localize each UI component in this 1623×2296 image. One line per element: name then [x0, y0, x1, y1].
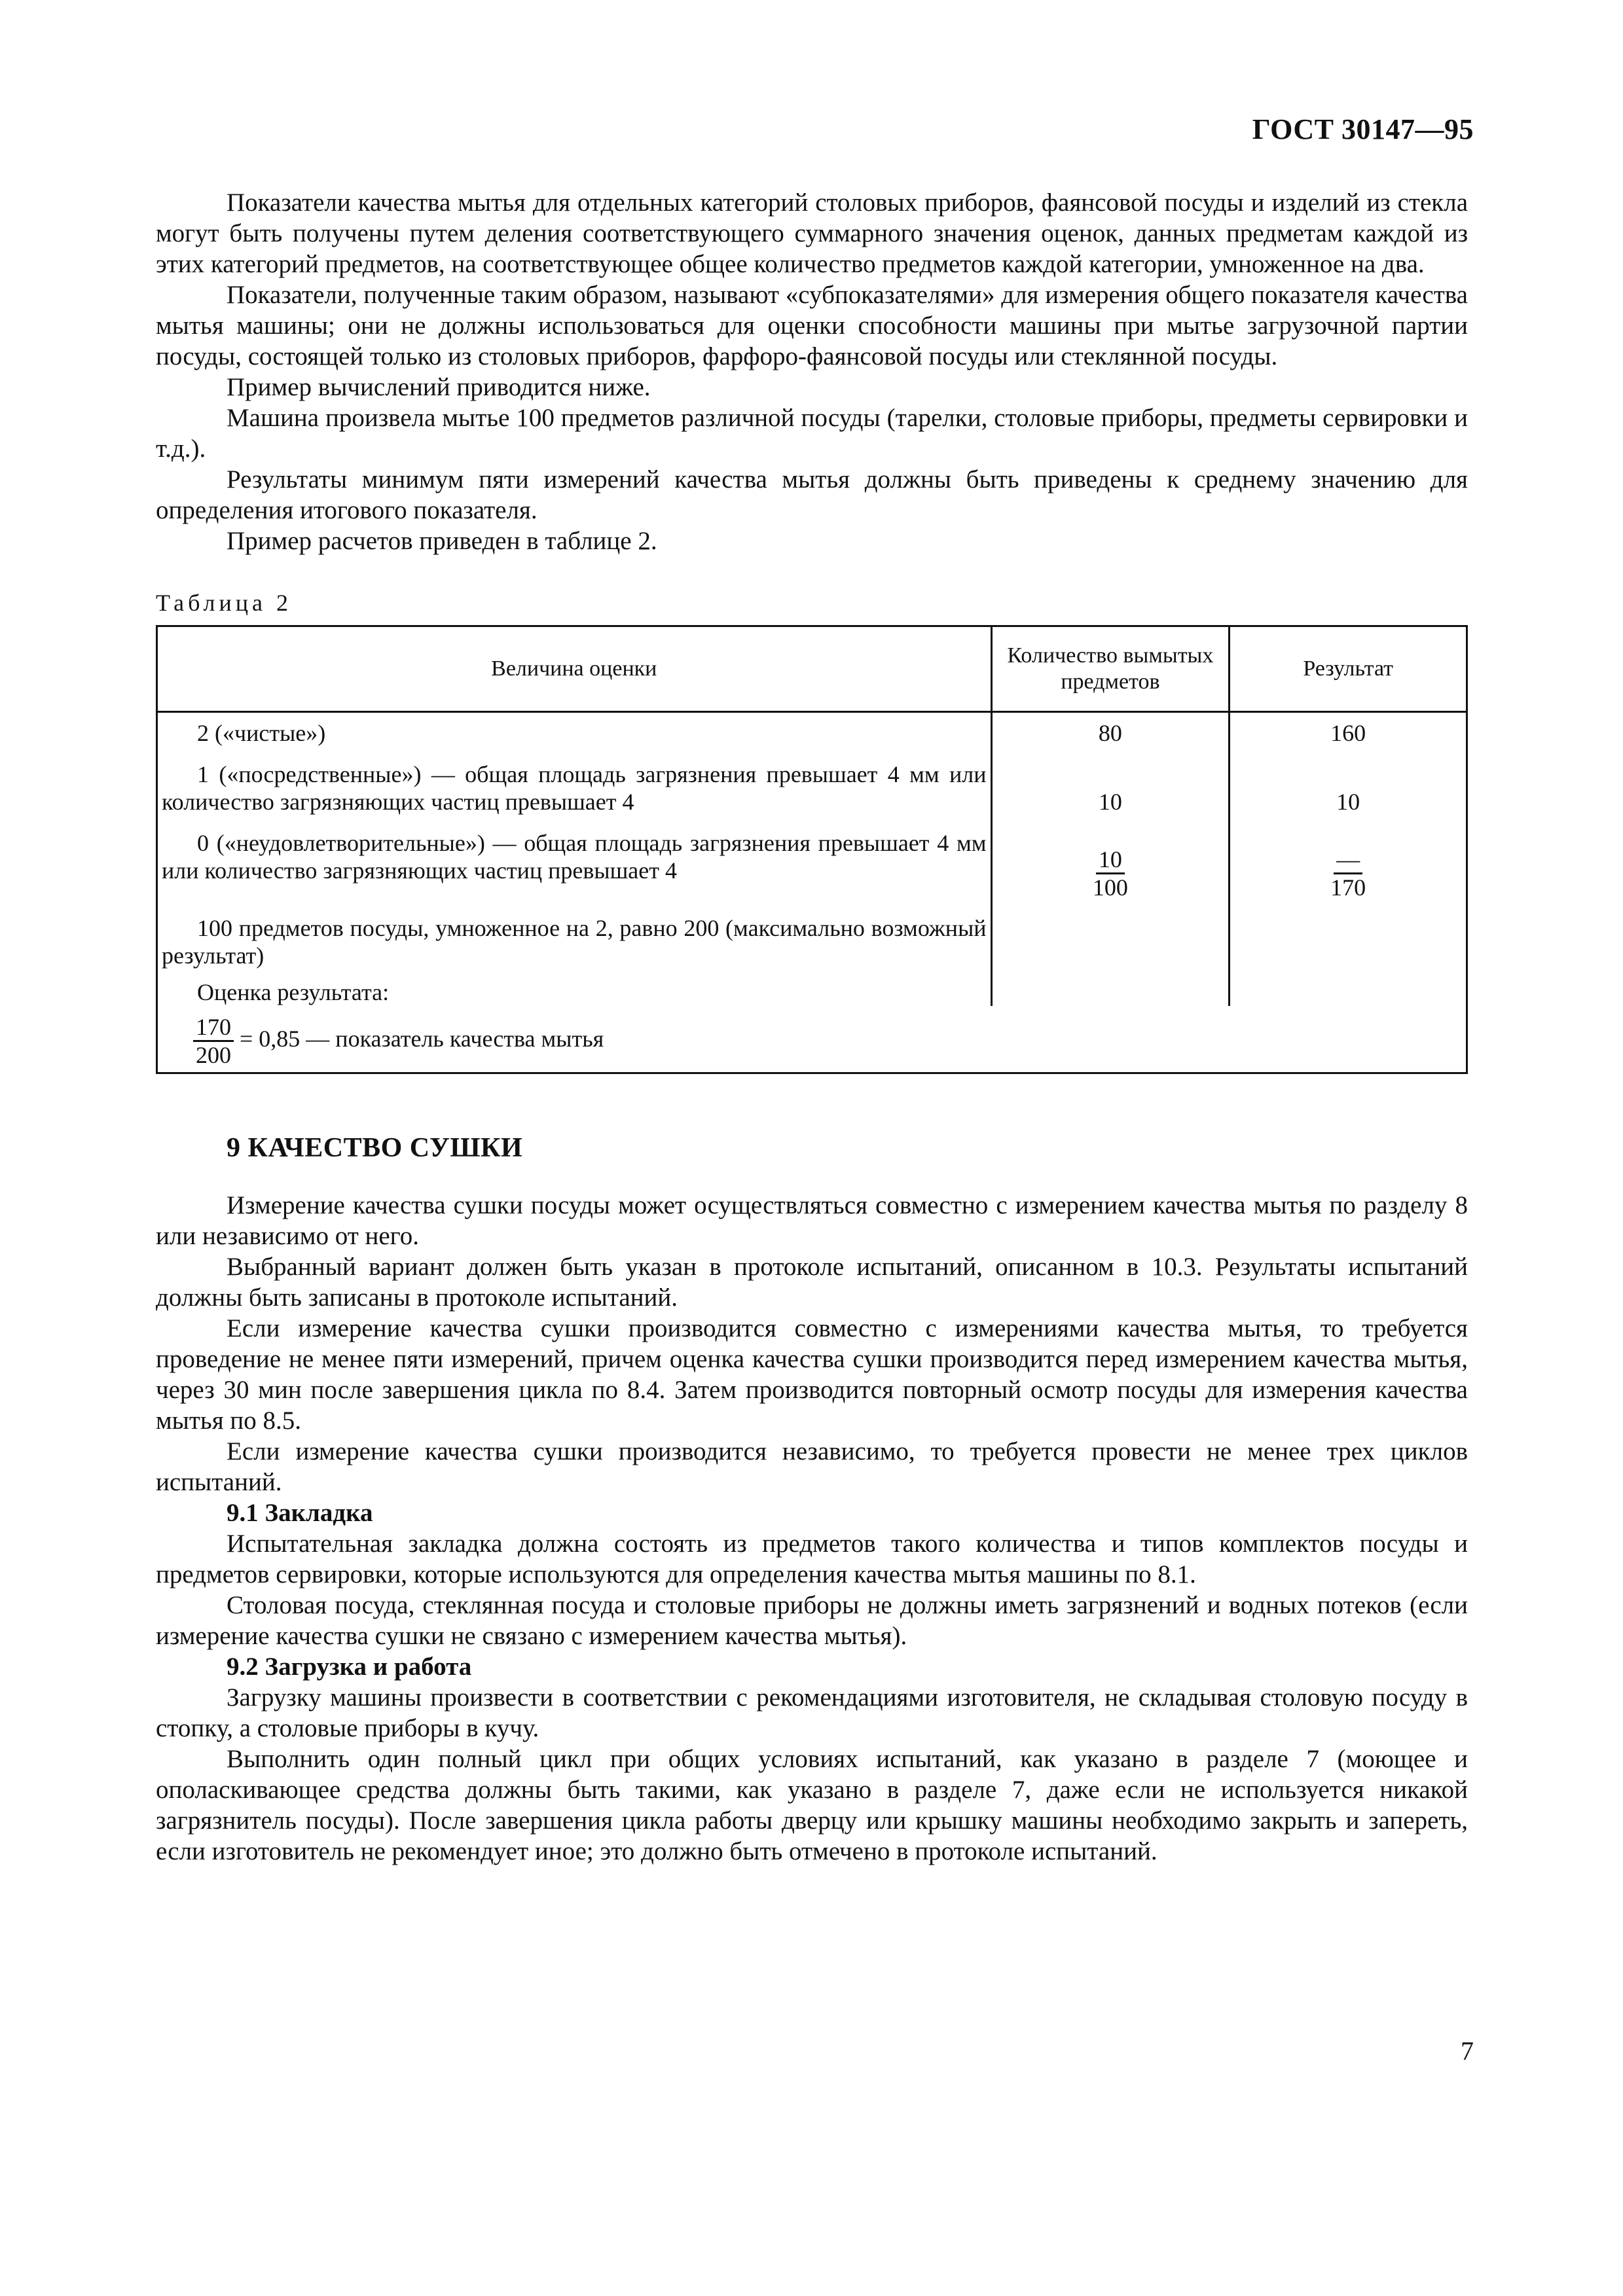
paragraph: Пример расчетов приведен в таблице 2.	[227, 527, 657, 555]
formula-fraction	[193, 1014, 234, 1068]
row-count: 80	[991, 712, 1230, 748]
section-title: 9 КАЧЕСТВО СУШКИ	[227, 1133, 523, 1163]
paragraph: Показатели, полученные таким образом, называют «субпоказателями» для измерения общего показателя качества мытья машины; они не должны использоваться для оценки способности машины при мытье загрузочной партии посуды, состоящей только из столовых приборов, фарфоро-фаянсовой посуды или стеклянной посуды.	[156, 281, 1468, 370]
page-number: 7	[1461, 2036, 1474, 2066]
max-note: 100 предметов посуды, умноженное на 2, равно 200 (максимально возможный результат)	[162, 915, 987, 969]
scores-table	[156, 625, 1468, 1074]
fraction-denominator: 100	[1092, 874, 1128, 901]
fraction-numerator: —	[1334, 846, 1362, 874]
fraction-denominator: 200	[196, 1042, 231, 1068]
formula-text: = 0,85 — показатель качества мытья	[240, 1025, 604, 1052]
fraction-denominator: 170	[1330, 874, 1366, 901]
table-row	[157, 1006, 1467, 1073]
row-result: 160	[1230, 712, 1467, 748]
page-content	[156, 187, 1468, 1867]
table-header-row	[157, 626, 1467, 712]
subsection-title: 9.2 Загрузка и работа	[227, 1653, 472, 1681]
paragraph: Выбранный вариант должен быть указан в протоколе испытаний, описанном в 10.3. Результаты испытаний должны быть записаны в протоколе испытаний.	[156, 1253, 1468, 1312]
subsection-title: 9.1 Закладка	[227, 1499, 373, 1527]
paragraph: Если измерение качества сушки производится совместно с измерениями качества мытья, то требуется проведение не менее пяти измерений, причем оценка качества сушки производится перед измерением качества мытья, через 30 мин после завершения цикла по 8.4. Затем производится повторный осмотр посуды для измерения качества мытья по 8.5.	[156, 1314, 1468, 1435]
count-fraction	[1090, 846, 1131, 901]
paragraph: Пример вычислений приводится ниже.	[227, 373, 651, 401]
paragraph: Испытательная закладка должна состоять из предметов такого количества и типов комплектов посуды и предметов сервировки, которые используются для определения качества мытья машины по 8.1.	[156, 1530, 1468, 1588]
paragraph: Если измерение качества сушки производится независимо, то требуется провести не менее трех циклов испытаний.	[156, 1437, 1468, 1496]
header-result: Результат	[1230, 626, 1467, 712]
paragraph: Столовая посуда, стеклянная посуда и столовые приборы не должны иметь загрязнений и водных потеков (если измерение качества сушки не связано с измерением качества мытья).	[156, 1591, 1468, 1650]
table-row	[157, 901, 1467, 1006]
header-score-value: Величина оценки	[157, 626, 992, 712]
row-desc: 2 («чистые»)	[197, 720, 326, 746]
doc-code: ГОСТ 30147—95	[1252, 113, 1474, 145]
row-desc: 0 («неудовлетворительные») — общая площадь загрязнения превышает 4 мм или количество загрязняющих частиц превышает 4	[162, 830, 987, 884]
paragraph: Измерение качества сушки посуды может осуществляться совместно с измерением качества мытья по разделу 8 или независимо от него.	[156, 1191, 1468, 1250]
eval-label: Оценка результата:	[197, 979, 390, 1005]
row-count: 10	[991, 747, 1230, 816]
paragraph: Результаты минимум пяти измерений качества мытья должны быть приведены к среднему значению для определения итогового показателя.	[156, 465, 1468, 524]
header-washed-count: Количество вымытых предметов	[991, 626, 1230, 712]
paragraph: Машина произвела мытье 100 предметов различной посуды (тарелки, столовые приборы, предметы сервировки и т.д.).	[156, 404, 1468, 463]
row-desc: 1 («посредственные») — общая площадь загрязнения превышает 4 мм или количество загрязняющих частиц превышает 4	[162, 761, 987, 815]
result-fraction	[1328, 846, 1368, 901]
table-row	[157, 747, 1467, 816]
paragraph: Показатели качества мытья для отдельных категорий столовых приборов, фаянсовой посуды и изделий из стекла могут быть получены путем деления соответствующего суммарного значения оценок, данных предметам каждой из этих категорий предметов, на соответствующее общее количество предметов каждой категории, умноженное на два.	[156, 188, 1468, 278]
row-result: 10	[1230, 747, 1467, 816]
table-caption: Таблица 2	[156, 590, 292, 616]
paragraph: Загрузку машины произвести в соответствии с рекомендациями изготовителя, не складывая столовую посуду в стопку, а столовые приборы в кучу.	[156, 1683, 1468, 1742]
fraction-numerator: 10	[1096, 846, 1125, 874]
paragraph: Выполнить один полный цикл при общих условиях испытаний, как указано в разделе 7 (моющее и ополаскивающее средства должны быть такими, как указано в разделе 7, даже если не используется никакой загрязнитель посуды). После завершения цикла работы дверцу или крышку машины необходимо закрыть и запереть, если изготовитель не рекомендует иное; это должно быть отмечено в протоколе испытаний.	[156, 1745, 1468, 1865]
table-row	[157, 712, 1467, 748]
table-row	[157, 816, 1467, 901]
fraction-numerator: 170	[193, 1014, 234, 1042]
